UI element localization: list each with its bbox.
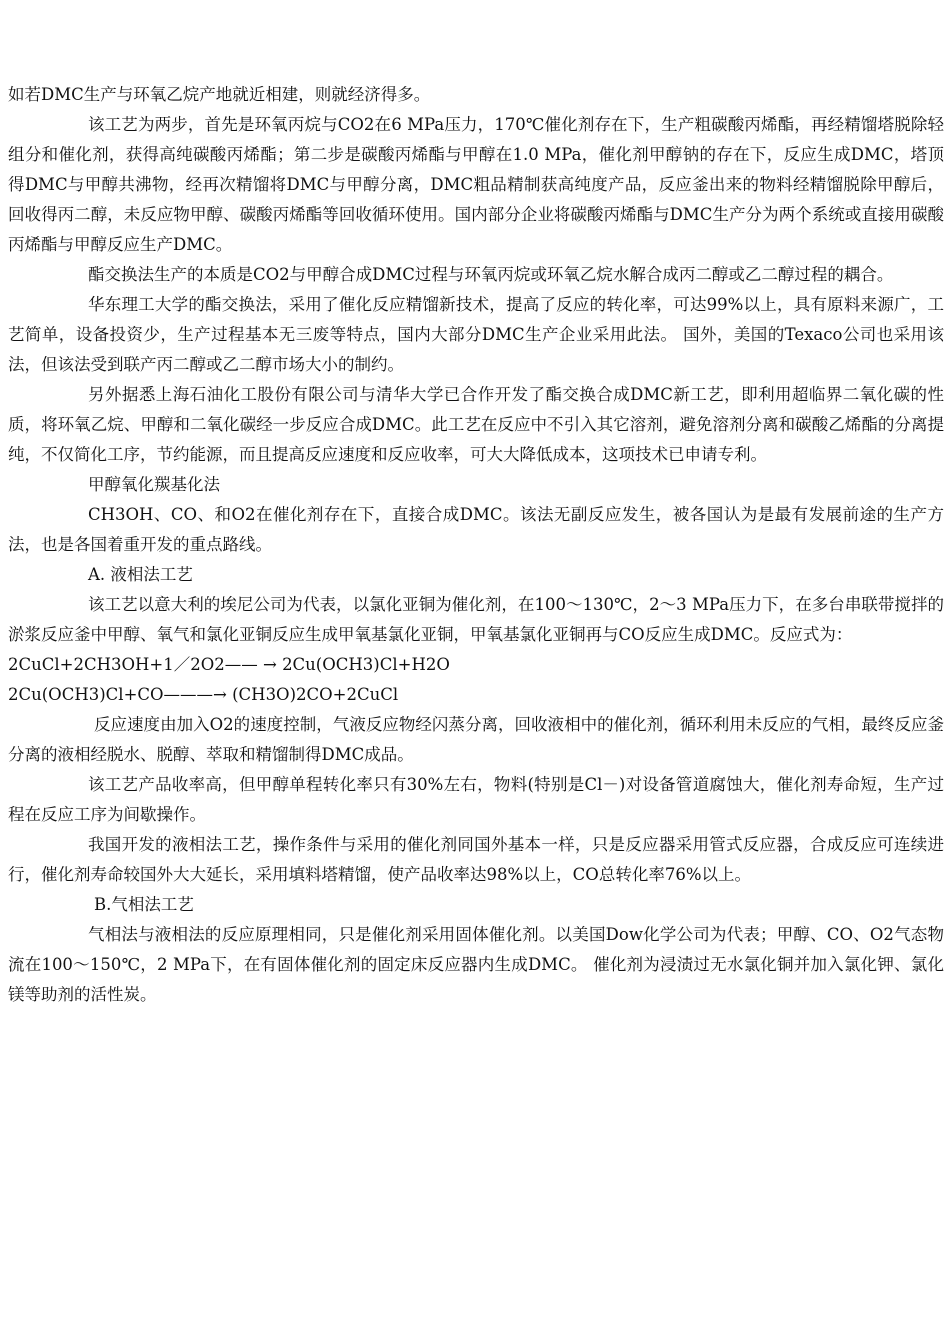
section-heading-liquid-phase: A. 液相法工艺 [88,565,193,584]
paragraph-ecust-method: 华东理工大学的酯交换法，采用了催化反应精馏新技术，提高了反应的转化率，可达99%以上，具有原料来源广，工艺简单，设备投资少，生产过程基本无三废等特点，国内大部分DMC生产企业采用此法。 国外，美国的Texaco公司也采用该法，但该法受到联产丙二醇或乙二醇市场大小的制约。 [8,295,944,374]
document-body [8,80,944,1010]
paragraph-shanghai-tsinghua: 另外据悉上海石油化工股份有限公司与清华大学已合作开发了酯交换合成DMC新工艺，即利用超临界二氧化碳的性质，将环氧乙烷、甲醇和二氧化碳经一步反应合成DMC。此工艺在反应中不引入其它溶剂，避免溶剂分离和碳酸乙烯酯的分离提纯，不仅简化工序，节约能源，而且提高反应速度和反应收率，可大大降低成本，这项技术已申请专利。 [8,385,944,464]
paragraph-domestic-liquid-phase: 我国开发的液相法工艺，操作条件与采用的催化剂同国外基本一样，只是反应器采用管式反应器，合成反应可连续进行，催化剂寿命较国外大大延长，采用填料塔精馏，使产品收率达98%以上，CO总转化率76%以上。 [8,835,944,884]
paragraph-direct-synthesis: CH3OH、CO、和O2在催化剂存在下，直接合成DMC。该法无副反应发生，被各国认为是最有发展前途的生产方法，也是各国着重开发的重点路线。 [8,505,944,554]
paragraph-dmc-location: 如若DMC生产与环氧乙烷产地就近相建，则就经济得多。 [8,85,431,104]
reaction-equation-1: 2CuCl+2CH3OH+1／2O2—— → 2Cu(OCH3)Cl+H2O [8,655,450,674]
paragraph-two-step-process: 该工艺为两步，首先是环氧丙烷与CO2在6 MPa压力，170℃催化剂存在下，生产粗碳酸丙烯酯，再经精馏塔脱除轻组分和催化剂，获得高纯碳酸丙烯酯；第二步是碳酸丙烯酯与甲醇在1.0 MPa，催化剂甲醇钠的存在下，反应生成DMC，塔顶得DMC与甲醇共沸物，经再次精馏将DMC与甲醇分离，DMC粗品精制获高纯度产品，反应釜出来的物料经精馏脱除甲醇后，回收得丙二醇，未反应物甲醇、碳酸丙烯酯等回收循环使用。国内部分企业将碳酸丙烯酯与DMC生产分为两个系统或直接用碳酸丙烯酯与甲醇反应生产DMC。 [8,115,944,254]
paragraph-eni-process: 该工艺以意大利的埃尼公司为代表，以氯化亚铜为催化剂，在100～130℃，2～3 MPa压力下，在多台串联带搅拌的淤浆反应釜中甲醇、氧气和氯化亚铜反应生成甲氧基氯化亚铜，甲氧基氯化亚铜再与CO反应生成DMC。反应式为： [8,595,944,644]
paragraph-transesterification-essence: 酯交换法生产的本质是CO2与甲醇合成DMC过程与环氧丙烷或环氧乙烷水解合成丙二醇或乙二醇过程的耦合。 [88,265,894,284]
paragraph-gas-phase-process: 气相法与液相法的反应原理相同，只是催化剂采用固体催化剂。以美国Dow化学公司为代表；甲醇、CO、O2气态物流在100～150℃，2 MPa下，在有固体催化剂的固定床反应器内生成DMC。 催化剂为浸渍过无水氯化铜并加入氯化钾、氯化镁等助剂的活性炭。 [8,925,944,1004]
section-heading-oxidative-carbonylation: 甲醇氧化羰基化法 [88,475,220,494]
section-heading-gas-phase: B.气相法工艺 [94,895,194,914]
reaction-equation-2: 2Cu(OCH3)Cl+CO———→ (CH3O)2CO+2CuCl [8,685,399,704]
paragraph-reaction-rate: 反应速度由加入O2的速度控制，气液反应物经闪蒸分离，回收液相中的催化剂，循环利用未反应的气相，最终反应釜分离的液相经脱水、脱醇、萃取和精馏制得DMC成品。 [8,715,944,764]
paragraph-yield-corrosion: 该工艺产品收率高，但甲醇单程转化率只有30%左右，物料(特别是Cl－)对设备管道腐蚀大，催化剂寿命短，生产过程在反应工序为间歇操作。 [8,775,944,824]
